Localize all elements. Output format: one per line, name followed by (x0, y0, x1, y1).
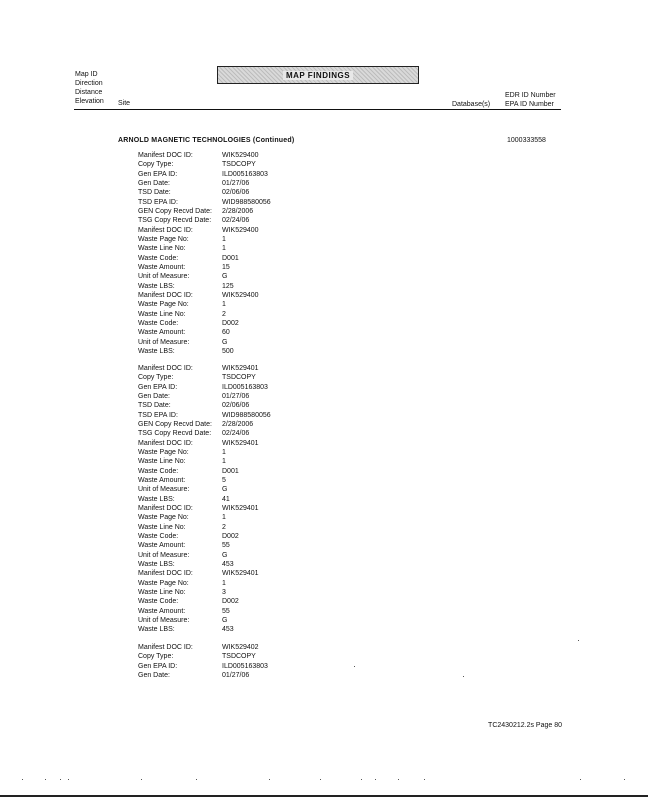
company-name: ARNOLD MAGNETIC TECHNOLOGIES (Continued) (118, 137, 295, 144)
scan-speck (375, 779, 376, 780)
record-row (138, 643, 259, 652)
record-row (138, 569, 259, 578)
record-row (138, 579, 226, 588)
record-row (138, 282, 234, 291)
field-value: 453 (222, 560, 234, 568)
field-label: Manifest DOC ID: (138, 152, 193, 159)
field-label: Waste LBS: (138, 495, 175, 503)
field-label: Manifest DOC ID: (138, 226, 193, 234)
field-label: Unit of Measure: (138, 486, 190, 494)
record-row (138, 467, 239, 476)
field-value: WID988580056 (222, 411, 271, 419)
field-value: TSDCOPY (222, 374, 256, 382)
field-label: Manifest DOC ID: (138, 644, 193, 651)
field-value: 3 (222, 588, 226, 596)
record-row (138, 198, 271, 207)
record-row (138, 476, 226, 485)
field-label: Gen EPA ID: (138, 662, 178, 670)
field-label: Waste Line No: (138, 523, 186, 531)
record-row (138, 272, 227, 281)
field-value: 60 (222, 329, 230, 337)
field-value: 02/06/06 (222, 402, 250, 410)
record-row (138, 347, 234, 356)
field-label: TSG Copy Recvd Date: (138, 430, 212, 438)
field-label: Waste Page No: (138, 449, 189, 456)
field-label: Waste Page No: (138, 579, 189, 587)
field-value: WIK529402 (222, 644, 259, 651)
scan-speck (141, 779, 142, 780)
field-value: WIK529400 (222, 291, 259, 299)
record-row (138, 226, 259, 235)
field-value: 1 (222, 301, 226, 309)
record-row (138, 364, 259, 373)
record-row (138, 448, 226, 457)
scan-speck (45, 779, 46, 780)
field-label: TSD EPA ID: (138, 198, 178, 206)
field-value: G (222, 273, 228, 281)
record-row (138, 652, 256, 661)
field-value: G (222, 486, 228, 494)
field-label: TSD Date: (138, 189, 171, 197)
record-row (138, 420, 253, 429)
record-row (138, 485, 227, 494)
record-row (138, 560, 234, 569)
field-label: Waste LBS: (138, 282, 175, 290)
scan-speck (624, 779, 625, 780)
record-row (138, 151, 259, 160)
record-row (138, 541, 230, 550)
field-label: Waste LBS: (138, 626, 175, 634)
field-value: G (222, 616, 228, 624)
field-label: Waste LBS: (138, 347, 175, 355)
field-label: Gen Date: (138, 393, 170, 400)
record-row (138, 607, 230, 616)
field-value: 02/24/06 (222, 430, 250, 438)
field-value: 55 (222, 542, 230, 550)
field-value: D001 (222, 467, 239, 475)
field-label: Waste Line No: (138, 310, 186, 318)
epa-id-label: EPA ID Number (505, 101, 554, 108)
record-row (138, 588, 226, 597)
field-value: 2/28/2006 (222, 421, 254, 428)
field-label: GEN Copy Recvd Date: (138, 208, 212, 215)
field-value: 2/28/2006 (222, 208, 254, 215)
field-label: Manifest DOC ID: (138, 365, 193, 372)
map-id-label: Map ID (75, 71, 98, 78)
field-label: Waste Page No: (138, 236, 189, 243)
distance-label: Distance (75, 89, 103, 96)
record-row (138, 513, 226, 522)
field-label: Unit of Measure: (138, 616, 190, 624)
direction-label: Direction (75, 80, 103, 87)
field-value: 02/24/06 (222, 217, 250, 225)
record-row (138, 671, 249, 680)
field-label: Gen Date: (138, 180, 170, 187)
field-value: ILD005163803 (222, 662, 268, 670)
field-value: WID988580056 (222, 198, 271, 206)
scan-speck (578, 640, 579, 641)
scan-speck (424, 779, 425, 780)
record-row (138, 263, 230, 272)
record-row (138, 457, 226, 466)
record-row (138, 429, 249, 438)
record-row (138, 254, 239, 263)
record-row (138, 170, 268, 179)
field-value: D001 (222, 254, 239, 262)
record-row (138, 439, 259, 448)
field-label: Waste Code: (138, 254, 179, 262)
record-row (138, 300, 226, 309)
field-value: ILD005163803 (222, 170, 268, 178)
record-row (138, 401, 249, 410)
record-row (138, 338, 227, 347)
field-value: 5 (222, 477, 226, 484)
field-value: G (222, 551, 228, 559)
field-label: Copy Type: (138, 161, 174, 169)
field-label: TSG Copy Recvd Date: (138, 217, 212, 225)
scan-speck (354, 666, 355, 667)
field-value: 15 (222, 264, 230, 271)
scan-speck (398, 779, 399, 780)
scan-speck (60, 779, 61, 780)
field-label: Waste Line No: (138, 588, 186, 596)
field-label: Waste Amount: (138, 329, 186, 337)
field-label: Waste Code: (138, 467, 179, 475)
record-row (138, 532, 239, 541)
field-label: Waste Amount: (138, 264, 186, 271)
field-label: Unit of Measure: (138, 338, 190, 346)
field-label: Waste Code: (138, 532, 179, 540)
scan-speck (580, 779, 581, 780)
record-row (138, 310, 226, 319)
field-value: 41 (222, 495, 230, 503)
field-label: Waste Amount: (138, 542, 186, 550)
field-value: TSDCOPY (222, 653, 256, 661)
record-row (138, 551, 227, 560)
record-row (138, 616, 227, 625)
field-value: 1 (222, 449, 226, 456)
record-row (138, 216, 249, 225)
scan-speck (320, 779, 321, 780)
field-label: Unit of Measure: (138, 273, 190, 281)
record-row (138, 411, 271, 420)
field-value: 01/27/06 (222, 672, 250, 679)
field-value: 500 (222, 347, 234, 355)
field-value: WIK529401 (222, 365, 259, 372)
field-value: D002 (222, 319, 239, 327)
field-value: 1 (222, 514, 226, 522)
field-label: Gen EPA ID: (138, 170, 178, 178)
field-label: Manifest DOC ID: (138, 291, 193, 299)
record-row (138, 291, 259, 300)
elevation-label: Elevation (75, 98, 104, 105)
field-label: Manifest DOC ID: (138, 570, 193, 578)
scan-speck (463, 676, 464, 677)
field-value: 125 (222, 282, 234, 290)
field-value: 01/27/06 (222, 180, 250, 187)
field-label: TSD Date: (138, 402, 171, 410)
record-row (138, 625, 234, 634)
header-rule (74, 109, 561, 110)
field-value: 55 (222, 607, 230, 615)
field-label: Gen Date: (138, 672, 170, 679)
site-label: Site (118, 100, 131, 107)
field-value: 2 (222, 523, 226, 531)
field-label: Waste Amount: (138, 607, 186, 615)
field-label: TSD EPA ID: (138, 411, 178, 419)
record-row (138, 160, 256, 169)
field-label: Manifest DOC ID: (138, 439, 193, 447)
field-label: Manifest DOC ID: (138, 504, 193, 512)
field-value: WIK529400 (222, 226, 259, 234)
scan-speck (196, 779, 197, 780)
field-value: D002 (222, 532, 239, 540)
record-row (138, 188, 249, 197)
scan-speck (269, 779, 270, 780)
field-label: Waste Code: (138, 319, 179, 327)
record-row (138, 244, 226, 253)
field-value: 1 (222, 245, 226, 253)
field-value: 1 (222, 236, 226, 243)
field-value: 1 (222, 458, 226, 466)
field-label: Waste Line No: (138, 458, 186, 466)
field-value: 2 (222, 310, 226, 318)
field-label: Unit of Measure: (138, 551, 190, 559)
field-value: 01/27/06 (222, 393, 250, 400)
map-findings-banner (217, 66, 419, 84)
field-label: Waste LBS: (138, 560, 175, 568)
database-label: Database(s) (452, 101, 491, 108)
record-row (138, 504, 259, 513)
field-label: Waste Page No: (138, 514, 189, 522)
scan-speck (361, 779, 362, 780)
field-label: GEN Copy Recvd Date: (138, 421, 212, 428)
scan-speck (22, 779, 23, 780)
banner-title: MAP FINDINGS (283, 71, 353, 80)
field-label: Waste Code: (138, 598, 179, 606)
field-value: 1 (222, 579, 226, 587)
field-value: WIK529401 (222, 439, 259, 447)
record-row (138, 207, 253, 216)
record-row (138, 392, 249, 401)
field-label: Waste Page No: (138, 301, 189, 309)
field-value: ILD005163803 (222, 383, 268, 391)
record-row (138, 235, 226, 244)
field-value: WIK529401 (222, 570, 259, 578)
edr-id-number: 1000333558 (507, 137, 546, 144)
field-value: 02/06/06 (222, 189, 250, 197)
record-row (138, 523, 226, 532)
field-value: WIK529401 (222, 504, 259, 512)
record-row (138, 383, 268, 392)
field-label: Gen EPA ID: (138, 383, 178, 391)
field-label: Waste Line No: (138, 245, 186, 253)
record-row (138, 597, 239, 606)
edr-epa-labels (505, 91, 556, 109)
field-value: TSDCOPY (222, 161, 256, 169)
record-row (138, 179, 249, 188)
field-value: D002 (222, 598, 239, 606)
edr-id-label: EDR ID Number (505, 92, 556, 99)
field-label: Copy Type: (138, 374, 174, 382)
record-row (138, 662, 268, 671)
field-label: Waste Amount: (138, 477, 186, 484)
record-row (138, 373, 256, 382)
record-row (138, 319, 239, 328)
page-bottom-border (0, 795, 648, 797)
page-footer: TC2430212.2s Page 80 (488, 722, 562, 729)
record-row (138, 328, 230, 337)
record-row (138, 495, 230, 504)
field-value: WIK529400 (222, 152, 259, 159)
field-value: G (222, 338, 228, 346)
field-value: 453 (222, 626, 234, 634)
scan-speck (68, 779, 69, 780)
header-left-labels (75, 70, 104, 106)
field-label: Copy Type: (138, 653, 174, 661)
